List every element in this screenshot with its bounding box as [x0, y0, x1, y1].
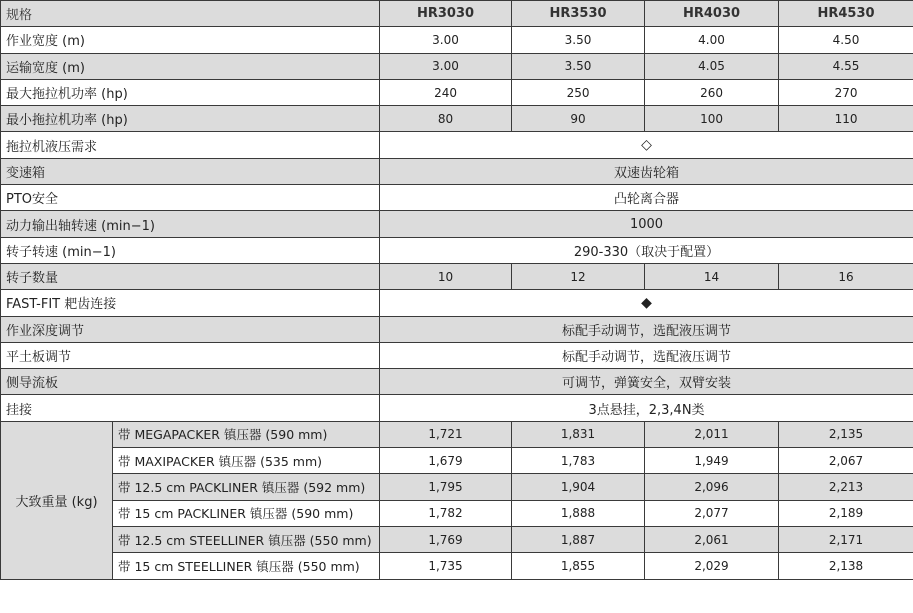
table-cell: 2,135: [779, 421, 913, 447]
table-cell: 2,011: [645, 421, 779, 447]
row-label: FAST-FIT 耙齿连接: [1, 290, 380, 316]
row-label: 动力输出轴转速 (min−1): [1, 211, 380, 237]
table-cell: 1,721: [380, 421, 512, 447]
table-cell: 290-330（取决于配置）: [380, 237, 913, 263]
row-label: 最小拖拉机功率 (hp): [1, 106, 380, 132]
table-cell: 凸轮离合器: [380, 185, 913, 211]
table-cell: 14: [645, 263, 779, 289]
model-header: HR3030: [380, 1, 512, 27]
spec-title: 规格: [1, 1, 380, 27]
table-cell: 1,679: [380, 448, 512, 474]
table-row: [1, 158, 913, 184]
row-label: 作业深度调节: [1, 316, 380, 342]
row-label: 平土板调节: [1, 342, 380, 368]
weight-row: [1, 448, 913, 474]
table-cell: 2,213: [779, 474, 913, 500]
table-cell: 标配手动调节，选配液压调节: [380, 342, 913, 368]
table-cell: 双速齿轮箱: [380, 158, 913, 184]
diamond-filled-icon: ◆: [380, 290, 913, 316]
diamond-outline-icon: ◇: [380, 132, 913, 158]
table-cell: 260: [645, 79, 779, 105]
table-cell: 2,096: [645, 474, 779, 500]
table-cell: 270: [779, 79, 913, 105]
table-cell: 4.50: [779, 27, 913, 53]
weight-label: 大致重量 (kg): [1, 421, 113, 579]
table-cell: 1,949: [645, 448, 779, 474]
weight-row: [1, 553, 913, 579]
table-row: [1, 263, 913, 289]
model-header: HR4530: [779, 1, 913, 27]
row-label: 侧导流板: [1, 369, 380, 395]
table-cell: 3点悬挂，2,3,4N类: [380, 395, 913, 421]
table-cell: 1,769: [380, 526, 512, 552]
table-cell: 2,171: [779, 526, 913, 552]
row-label: 拖拉机液压需求: [1, 132, 380, 158]
table-cell: 100: [645, 106, 779, 132]
table-cell: 12: [512, 263, 645, 289]
table-cell: 1,782: [380, 500, 512, 526]
weight-sub-label: 带 15 cm STEELLINER 镇压器 (550 mm): [113, 553, 380, 579]
table-cell: 3.00: [380, 27, 512, 53]
table-cell: 2,077: [645, 500, 779, 526]
weight-row: [1, 474, 913, 500]
table-row: [1, 132, 913, 158]
model-header: HR4030: [645, 1, 779, 27]
header-row: [1, 1, 913, 27]
weight-row: [1, 526, 913, 552]
table-cell: 2,061: [645, 526, 779, 552]
table-cell: 90: [512, 106, 645, 132]
weight-sub-label: 带 MEGAPACKER 镇压器 (590 mm): [113, 421, 380, 447]
table-cell: 4.00: [645, 27, 779, 53]
table-row: [1, 316, 913, 342]
row-label: 挂接: [1, 395, 380, 421]
table-cell: 250: [512, 79, 645, 105]
table-cell: 1,888: [512, 500, 645, 526]
table-cell: 110: [779, 106, 913, 132]
table-cell: 10: [380, 263, 512, 289]
table-row: [1, 395, 913, 421]
table-cell: 4.55: [779, 53, 913, 79]
table-cell: 80: [380, 106, 512, 132]
table-row: [1, 342, 913, 368]
table-row: [1, 53, 913, 79]
table-cell: 1,904: [512, 474, 645, 500]
table-cell: 16: [779, 263, 913, 289]
table-cell: 3.50: [512, 27, 645, 53]
table-cell: 可调节，弹簧安全，双臂安装: [380, 369, 913, 395]
table-row: [1, 106, 913, 132]
row-label: 运输宽度 (m): [1, 53, 380, 79]
table-row: [1, 290, 913, 316]
table-cell: 1,795: [380, 474, 512, 500]
row-label: 转子转速 (min−1): [1, 237, 380, 263]
weight-sub-label: 带 12.5 cm PACKLINER 镇压器 (592 mm): [113, 474, 380, 500]
weight-sub-label: 带 MAXIPACKER 镇压器 (535 mm): [113, 448, 380, 474]
table-cell: 1,831: [512, 421, 645, 447]
weight-sub-label: 带 12.5 cm STEELLINER 镇压器 (550 mm): [113, 526, 380, 552]
table-row: [1, 237, 913, 263]
weight-row: [1, 421, 913, 447]
table-cell: 1,855: [512, 553, 645, 579]
table-row: [1, 185, 913, 211]
row-label: 作业宽度 (m): [1, 27, 380, 53]
table-cell: 1,735: [380, 553, 512, 579]
table-cell: 2,189: [779, 500, 913, 526]
table-cell: 2,067: [779, 448, 913, 474]
row-label: 转子数量: [1, 263, 380, 289]
row-label: PTO安全: [1, 185, 380, 211]
table-cell: 3.00: [380, 53, 512, 79]
table-cell: 3.50: [512, 53, 645, 79]
table-cell: 4.05: [645, 53, 779, 79]
row-label: 变速箱: [1, 158, 380, 184]
table-row: [1, 27, 913, 53]
table-cell: 1,783: [512, 448, 645, 474]
weight-row: [1, 500, 913, 526]
table-row: [1, 369, 913, 395]
row-label: 最大拖拉机功率 (hp): [1, 79, 380, 105]
weight-sub-label: 带 15 cm PACKLINER 镇压器 (590 mm): [113, 500, 380, 526]
table-cell: 标配手动调节，选配液压调节: [380, 316, 913, 342]
table-row: [1, 211, 913, 237]
table-cell: 1000: [380, 211, 913, 237]
table-row: [1, 79, 913, 105]
table-cell: 2,138: [779, 553, 913, 579]
table-cell: 2,029: [645, 553, 779, 579]
table-cell: 240: [380, 79, 512, 105]
table-cell: 1,887: [512, 526, 645, 552]
model-header: HR3530: [512, 1, 645, 27]
